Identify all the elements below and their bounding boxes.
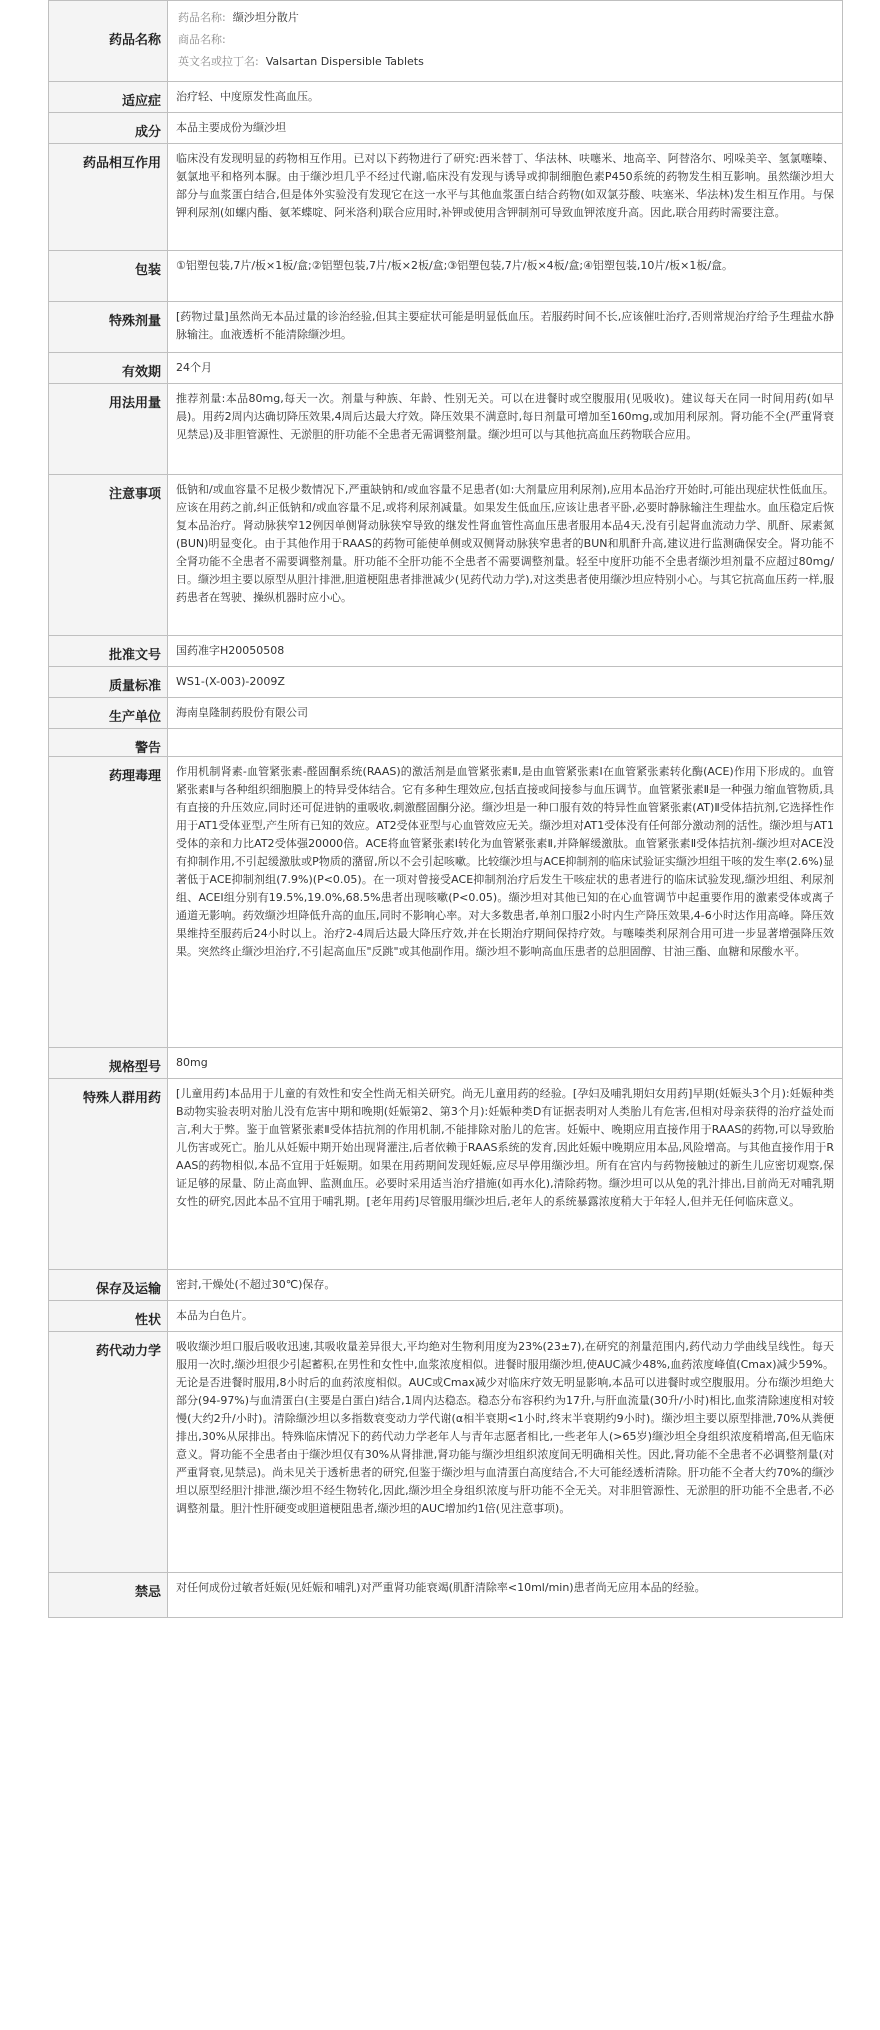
row-pharmacokinetics — [49, 1332, 843, 1573]
row-value: WS1-(X-003)-2009Z — [168, 667, 843, 698]
row-value: 对任何成份过敏者妊娠(见妊娠和哺乳)对严重肾功能衰竭(肌酐清除率<10ml/min)患者尚无应用本品的经验。 — [168, 1573, 843, 1618]
row-value: 国药准字H20050508 — [168, 636, 843, 667]
row-value: 临床没有发现明显的药物相互作用。已对以下药物进行了研究:西米替丁、华法林、呋噻米、地高辛、阿替洛尔、吲哚美辛、氢氯噻嗪、氨氯地平和格列本脲。由于缬沙坦几乎不经过代谢,临床没有发现与诱导或抑制细胞色素P450系统的药物发生相互影响。虽然缬沙坦大部分与血浆蛋白结合,但是体外实验没有发现它在这一水平与其他血浆蛋白结合药物(如双氯芬酸、呋塞米、华法林)发生相互作用。与保钾利尿剂(如螺内酯、氨苯蝶啶、阿米洛利)联合应用时,补钾或使用含钾制剂可导致血钾浓度升高。因此,联合用药时需要注意。 — [168, 144, 843, 251]
row-value: 密封,干燥处(不超过30℃)保存。 — [168, 1270, 843, 1301]
row-label: 包装 — [49, 251, 168, 302]
row-label: 规格型号 — [49, 1048, 168, 1079]
row-dosage — [49, 384, 843, 475]
row-specification — [49, 1048, 843, 1079]
row-appearance — [49, 1301, 843, 1332]
row-quality-standard — [49, 667, 843, 698]
row-value: 吸收缬沙坦口服后吸收迅速,其吸收量差异很大,平均绝对生物利用度为23%(23±7),在研究的剂量范围内,药代动力学曲线呈线性。每天服用一次时,缬沙坦很少引起蓄积,在男性和女性中,血浆浓度相似。进餐时服用缬沙坦,使AUC减少48%,血药浓度峰值(Cmax)减少59%。无论是否进餐时服用,8小时后的血药浓度相似。AUC或Cmax减少对临床疗效无明显影响,本品可以进餐时或空腹服用。分布缬沙坦绝大部分(94-97%)与血清蛋白(主要是白蛋白)结合,1周内达稳态。稳态分布容积约为17升,与肝血流量(30升/小时)相比,血浆清除速度相对较慢(大约2升/小时)。清除缬沙坦以多指数衰变动力学代谢(α相半衰期<1小时,终末半衰期约9小时)。缬沙坦主要以原型排泄,70%从粪便排出,30%从尿排出。特殊临床情况下的药代动力学老年人与青年志愿者相比,一些老年人(>65岁)缬沙坦全身组织浓度稍增高,但无临床意义。肾功能不全患者由于缬沙坦仅有30%从肾排泄,肾功能与缬沙坦组织浓度间无明确相关性。因此,肾功能不全患者不必调整剂量(对严重肾衰,见禁忌)。尚未见关于透析患者的研究,但鉴于缬沙坦与血清蛋白高度结合,不大可能经透析清除。肝功能不全者大约70%的缬沙坦以原型经胆汁排泄,缬沙坦不经生物转化,因此,缬沙坦全身组织浓度与肝功能不全无关。对非胆管源性、无淤胆的肝功能不全患者,不必调整剂量。胆汁性肝硬变或胆道梗阻患者,缬沙坦的AUC增加约1倍(见注意事项)。 — [168, 1332, 843, 1573]
row-warning — [49, 729, 843, 757]
trade-name-label: 商品名称: — [178, 33, 226, 46]
row-label: 质量标准 — [49, 667, 168, 698]
row-value: 低钠和/或血容量不足极少数情况下,严重缺钠和/或血容量不足患者(如:大剂量应用利尿剂),应用本品治疗开始时,可能出现症状性低血压。应该在用药之前,纠正低钠和/或血容量不足,或将利尿剂减量。如果发生低血压,应该让患者平卧,必要时静脉输注生理盐水。血压稳定后恢复本品治疗。肾动脉狭窄12例因单侧肾动脉狭窄导致的继发性肾血管性高血压患者服用本品4天,没有引起肾血流动力学、肌酐、尿素氮(BUN)明显变化。由于其他作用于RAAS的药物可能使单侧或双侧肾动脉狭窄患者的BUN和肌酐升高,建议进行监测确保安全。肾功能不全肾功能不全患者不需要调整剂量。肝功能不全肝功能不全患者不需要调整剂量。轻至中度肝功能不全患者缬沙坦剂量不应超过80mg/日。缬沙坦主要以原型从胆汁排泄,胆道梗阻患者排泄减少(见药代动力学),对这类患者使用缬沙坦应特别小心。与其它抗高血压药一样,服药患者在驾驶、操纵机器时应小心。 — [168, 475, 843, 636]
row-label: 药代动力学 — [49, 1332, 168, 1573]
row-label: 性状 — [49, 1301, 168, 1332]
row-label: 特殊人群用药 — [49, 1079, 168, 1270]
row-value: 本品主要成份为缬沙坦 — [168, 113, 843, 144]
row-packaging — [49, 251, 843, 302]
row-label: 药品相互作用 — [49, 144, 168, 251]
row-value: [儿童用药]本品用于儿童的有效性和安全性尚无相关研究。尚无儿童用药的经验。[孕妇及哺乳期妇女用药]早期(妊娠头3个月):妊娠种类B动物实验表明对胎儿没有危害中期和晚期(妊娠第2、第3个月):妊娠种类D有证据表明对人类胎儿有危害,但相对母亲获得的治疗益处而言,利大于弊。鉴于血管紧张素Ⅱ受体拮抗剂的作用机制,不能排除对胎儿的危害。妊娠中、晚期应用直接作用于RAAS的药物,可以导致胎儿伤害或死亡。胎儿从妊娠中期开始出现肾灌注,后者依赖于RAAS系统的发育,因此妊娠中晚期应用本品,风险增高。与其他直接作用于RAAS的药物相似,本品不宜用于妊娠期。如果在用药期间发现妊娠,应尽早停用缬沙坦。所有在宫内与药物接触过的新生儿应密切观察,保证足够的尿量、防止高血钾、监测血压。必要时采用适当治疗措施(如再水化),清除药物。缬沙坦可以从兔的乳汁排出,目前尚无对哺乳期女性的研究,因此本品不宜用于哺乳期。[老年用药]尽管服用缬沙坦后,老年人的系统暴露浓度稍大于年轻人,但并无任何临床意义。 — [168, 1079, 843, 1270]
row-pharmacology — [49, 757, 843, 1048]
row-value: 24个月 — [168, 353, 843, 384]
row-label: 禁忌 — [49, 1573, 168, 1618]
row-label: 药品名称 — [49, 1, 168, 82]
row-label: 成分 — [49, 113, 168, 144]
row-label: 生产单位 — [49, 698, 168, 729]
row-label: 有效期 — [49, 353, 168, 384]
row-drug-interactions — [49, 144, 843, 251]
trade-name-row — [178, 29, 832, 51]
row-label: 药理毒理 — [49, 757, 168, 1048]
row-label: 警告 — [49, 729, 168, 757]
row-drug-name — [49, 1, 843, 82]
row-value: [药物过量]虽然尚无本品过量的诊治经验,但其主要症状可能是明显低血压。若服药时间不长,应该催吐治疗,否则常规治疗给予生理盐水静脉输注。血液透析不能清除缬沙坦。 — [168, 302, 843, 353]
row-value: 作用机制肾素-血管紧张素-醛固酮系统(RAAS)的激活剂是血管紧张素Ⅱ,是由血管紧张素Ⅰ在血管紧张素转化酶(ACE)作用下形成的。血管紧张素Ⅱ与各种组织细胞膜上的特异受体结合。它有多种生理效应,包括直接或间接参与血压调节。血管紧张素Ⅱ是一种强力缩血管物质,具有直接的升压效应,同时还可促进钠的重吸收,刺激醛固酮分泌。缬沙坦是一种口服有效的特异性血管紧张素(AT)Ⅱ受体拮抗剂,它选择性作用于AT1受体亚型,产生所有已知的效应。AT2受体亚型与心血管效应无关。缬沙坦对AT1受体没有任何部分激动剂的活性。缬沙坦与AT1受体的亲和力比AT2受体强20000倍。ACE将血管紧张素Ⅰ转化为血管紧张素Ⅱ,并降解缓激肽。血管紧张素Ⅱ受体拮抗剂-缬沙坦对ACE没有抑制作用,不引起缓激肽或P物质的潴留,所以不会引起咳嗽。比较缬沙坦与ACE抑制剂的临床试验证实缬沙坦组干咳的发生率(2.6%)显著低于ACE抑制剂组(7.9%)(P<0.05)。在一项对曾接受ACE抑制剂治疗后发生干咳症状的患者进行的临床试验发现,缬沙坦组、利尿剂组、ACEI组分别有19.5%,19.0%,68.5%患者出现咳嗽(P<0.05)。缬沙坦对其他已知的在心血管调节中起重要作用的激素受体或离子通道无影响。药效缬沙坦降低升高的血压,同时不影响心率。对大多数患者,单剂口服2小时内生产降压效果,4-6小时达作用高峰。降压效果维持至服药后24小时以上。治疗2-4周后达最大降压疗效,并在长期治疗期间保持疗效。与噻嗪类利尿剂合用可进一步显著增强降压效果。突然终止缬沙坦治疗,不引起高血压"反跳"或其他副作用。缬沙坦不影响高血压患者的总胆固醇、甘油三酯、血糖和尿酸水平。 — [168, 757, 843, 1048]
row-approval-number — [49, 636, 843, 667]
english-name-row — [178, 51, 832, 73]
row-value: 80mg — [168, 1048, 843, 1079]
row-label: 批准文号 — [49, 636, 168, 667]
generic-name-value: 缬沙坦分散片 — [232, 11, 299, 24]
row-indication — [49, 82, 843, 113]
row-value — [168, 729, 843, 757]
row-special-dosage — [49, 302, 843, 353]
row-manufacturer — [49, 698, 843, 729]
row-value: 治疗轻、中度原发性高血压。 — [168, 82, 843, 113]
row-contraindications — [49, 1573, 843, 1618]
generic-name-row — [178, 7, 832, 29]
row-shelf-life — [49, 353, 843, 384]
english-name-label: 英文名或拉丁名: — [178, 55, 259, 68]
row-special-populations — [49, 1079, 843, 1270]
row-storage — [49, 1270, 843, 1301]
row-label: 保存及运输 — [49, 1270, 168, 1301]
row-value: 本品为白色片。 — [168, 1301, 843, 1332]
drug-spec-table — [48, 0, 843, 1618]
row-label: 注意事项 — [49, 475, 168, 636]
row-label: 特殊剂量 — [49, 302, 168, 353]
row-label: 用法用量 — [49, 384, 168, 475]
row-value: 海南皇隆制药股份有限公司 — [168, 698, 843, 729]
generic-name-label: 药品名称: — [178, 11, 226, 24]
english-name-value: Valsartan Dispersible Tablets — [265, 55, 424, 68]
row-precautions — [49, 475, 843, 636]
row-label: 适应症 — [49, 82, 168, 113]
row-value: ①铝塑包装,7片/板×1板/盒;②铝塑包装,7片/板×2板/盒;③铝塑包装,7片/板×4板/盒;④铝塑包装,10片/板×1板/盒。 — [168, 251, 843, 302]
row-ingredients — [49, 113, 843, 144]
row-value: 推荐剂量:本品80mg,每天一次。剂量与种族、年龄、性别无关。可以在进餐时或空腹服用(见吸收)。建议每天在同一时间用药(如早晨)。用药2周内达确切降压效果,4周后达最大疗效。降压效果不满意时,每日剂量可增加至160mg,或加用利尿剂。肾功能不全(严重肾衰见禁忌)及非胆管源性、无淤胆的肝功能不全患者无需调整剂量。缬沙坦可以与其他抗高血压药物联合应用。 — [168, 384, 843, 475]
drug-name-cell — [168, 1, 843, 82]
